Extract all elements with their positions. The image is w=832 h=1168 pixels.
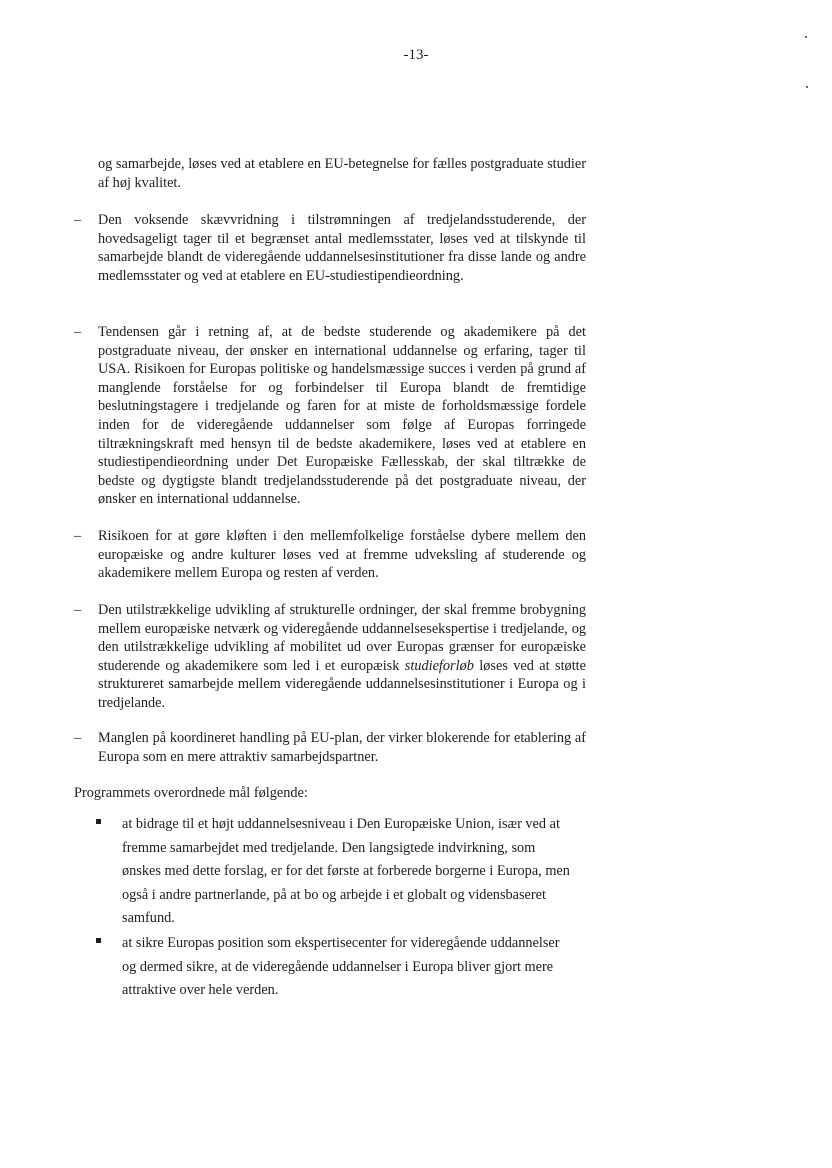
- list-item: [74, 323, 586, 509]
- list-item: [74, 601, 586, 713]
- text-segment: Den utilstrækkelige udvikling af strukturelle ordninger, der skal fremme brobygning mellem europæiske netværk og videregående uddannelsesekspertise i tredjelande, og den utilstrækkelige udvikling af mobilitet ud over Europas grænser for europæiske studerende og akademikere som led i et europæisk: [98, 602, 586, 674]
- scan-speck: [806, 86, 808, 88]
- scan-speck: [805, 36, 807, 38]
- square-bullet-icon: [96, 938, 101, 943]
- bullet-text: at bidrage til et højt uddannelsesniveau i Den Europæiske Union, især ved at fremme samarbejdet med tredjelande. Den langsigtede indvirkning, som ønskes med dette forslag, er for det første at forberede borgerne i Europa, men også i andre partnerlande, på at bo og arbejde i et globalt og vidensbaseret samfund.: [122, 816, 570, 927]
- list-item-text: Manglen på koordineret handling på EU-plan, der virker blokerende for etablering af Europa som en mere attraktiv samarbejdspartner.: [98, 730, 586, 765]
- dash-marker: –: [74, 212, 82, 228]
- list-item-text: Tendensen går i retning af, at de bedste studerende og akademikere på det postgraduate niveau, der ønsker en international uddannelse og erfaring, tager til USA. Risikoen for Europas politiske og handelsmæssige succes i verden på grund af manglende forståelse for og forbindelser til Europa blandt de fremtidige beslutningstagere i tredjelande og faren for at miste de forholdsmæssige fordele inden for de videregående uddannelser som følge af Europas forringede tiltrækningskraft med hensyn til de bedste akademikere, løses ved at etablere en studiestipendieordning under Det Europæiske Fællesskab, der skal tiltrække de bedste og dygtigste blandt tredjelandsstuderende på det postgraduate niveau, der ønsker en international uddannelse.: [98, 324, 586, 508]
- dash-marker: –: [74, 730, 82, 746]
- italic-term: studieforløb: [404, 657, 474, 674]
- intro-paragraph: og samarbejde, løses ved at etablere en EU-betegnelse for fælles postgraduate studier af høj kvalitet.: [98, 156, 586, 191]
- bullet-item: [96, 813, 576, 931]
- list-item: [74, 211, 586, 285]
- list-item-text: [98, 601, 586, 713]
- list-item: [74, 527, 586, 583]
- list-item-text: Den voksende skævvridning i tilstrømningen af tredjelandsstuderende, der hovedsageligt tager til et begrænset antal medlemsstater, løses ved at tilskynde til samarbejde blandt de videregående uddannelsesinstitutioner fra disse lande og andre medlemsstater og ved at etablere en EU-studiestipendieordning.: [98, 212, 586, 284]
- objectives-lead: Programmets overordnede mål følgende:: [74, 785, 308, 801]
- bullet-item: [96, 932, 576, 1003]
- dash-marker: –: [74, 528, 82, 544]
- page-number: -13-: [403, 47, 429, 63]
- dash-marker: –: [74, 324, 82, 340]
- list-item-text: Risikoen for at gøre kløften i den mellemfolkelige forståelse dybere mellem den europæiske og andre kulturer løses ved at fremme udveksling af studerende og akademikere mellem Europa og resten af verden.: [98, 528, 586, 582]
- list-item: [74, 729, 586, 766]
- text-segment: løses ved at støtte struktureret samarbejde mellem videregående uddannelsesinstitutioner i Europa og i tredjelande.: [98, 657, 586, 711]
- dash-marker: –: [74, 602, 82, 618]
- bullet-text: at sikre Europas position som ekspertisecenter for videregående uddannelser og dermed sikre, at de videregående uddannelser i Europa bliver gjort mere attraktive over hele verden.: [122, 935, 560, 999]
- square-bullet-icon: [96, 819, 101, 824]
